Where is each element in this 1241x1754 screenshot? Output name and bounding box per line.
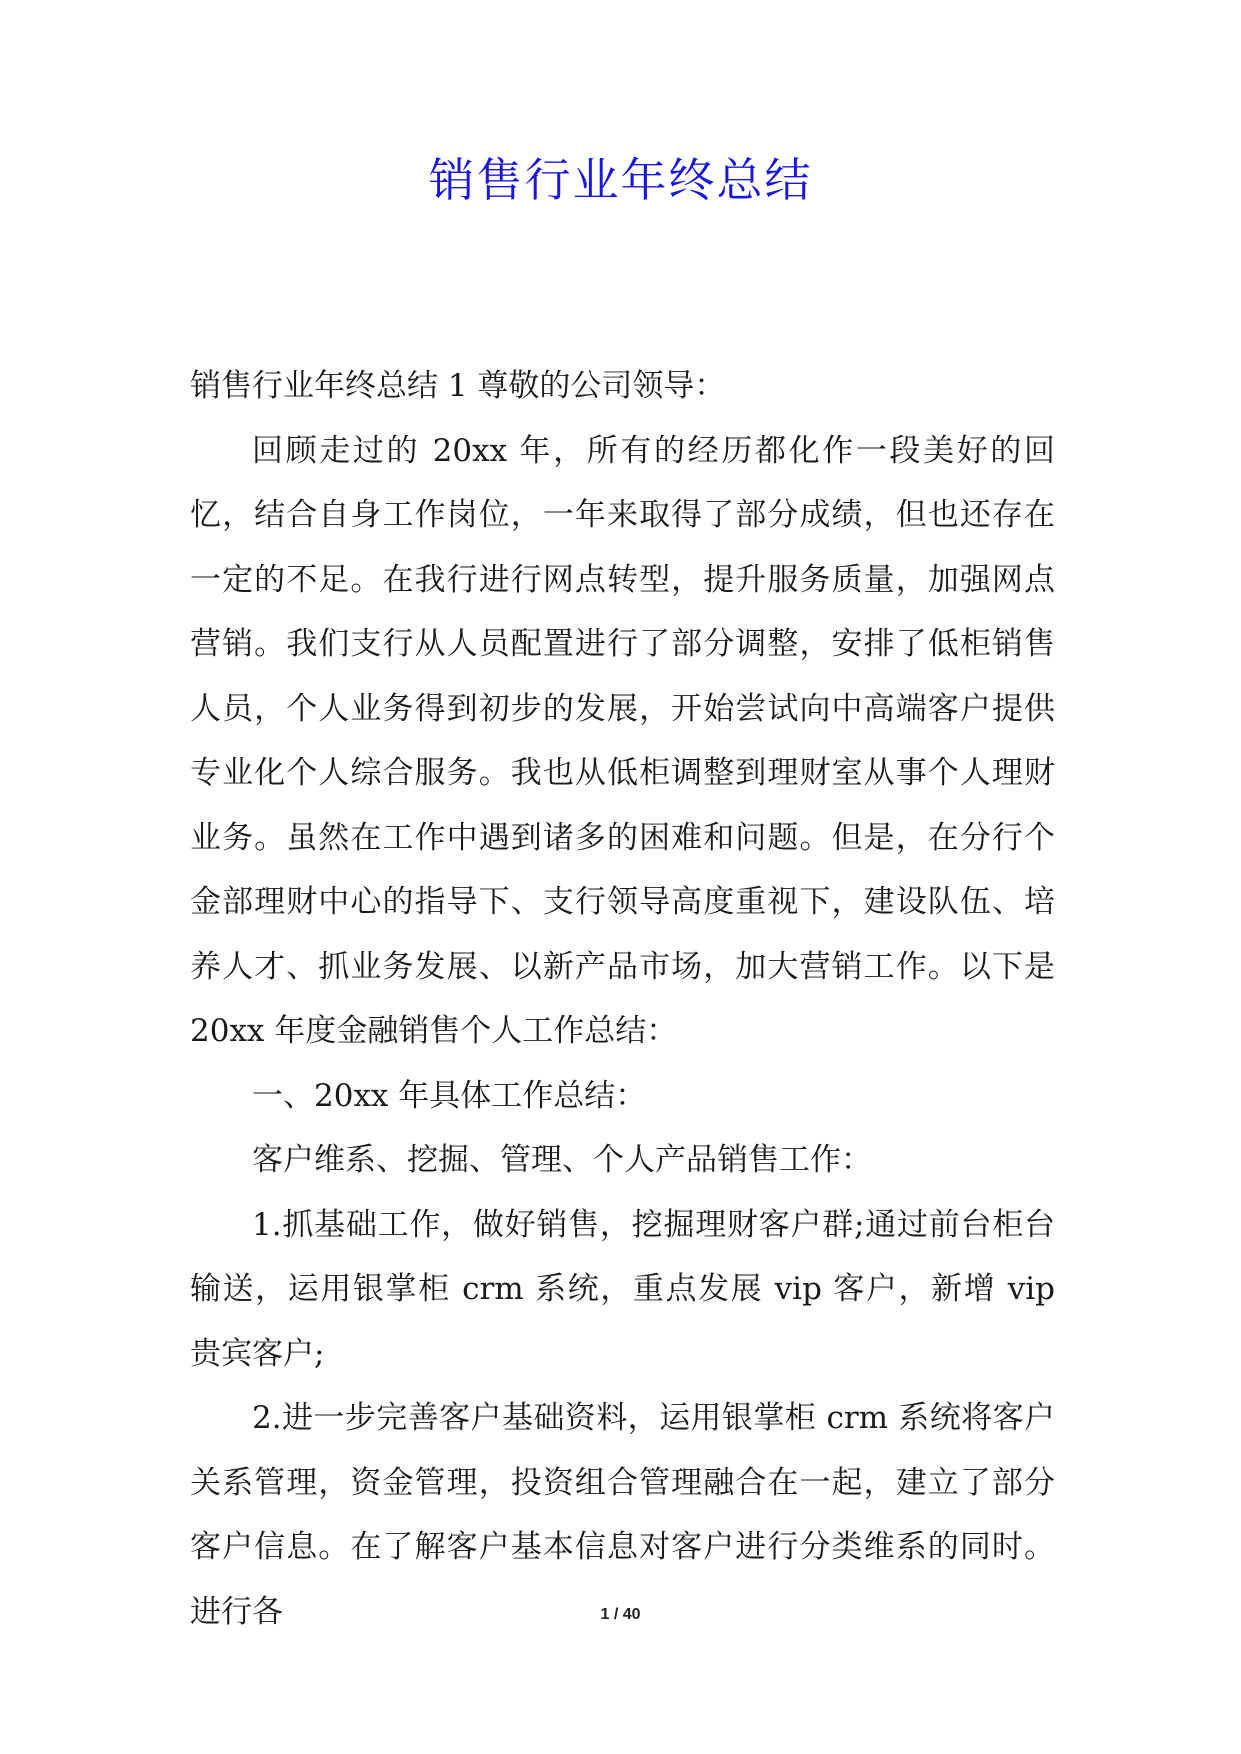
list-item: 2.进一步完善客户基础资料，运用银掌柜 crm 系统将客户关系管理，资金管理，投资组合管理融合在一起，建立了部分客户信息。在了解客户基本信息对客户进行分类维系的同时。进行各 <box>190 1400 1055 1630</box>
list-item: 1.抓基础工作，做好销售，挖掘理财客户群;通过前台柜台输送，运用银掌柜 crm 系统，重点发展 vip 客户，新增 vip 贵宾客户; <box>190 1206 1055 1372</box>
page-number: 1 / 40 <box>600 1606 641 1623</box>
salutation-paragraph: 销售行业年终总结 1 尊敬的公司领导： <box>190 368 726 404</box>
body-paragraph: 回顾走过的 20xx 年，所有的经历都化作一段美好的回忆，结合自身工作岗位，一年来取得了部分成绩，但也还存在一定的不足。在我行进行网点转型，提升服务质量，加强网点营销。我们支行从人员配置进行了部分调整，安排了低柜销售人员，个人业务得到初步的发展，开始尝试向中高端客户提供专业化个人综合服务。我也从低柜调整到理财室从事个人理财业务。虽然在工作中遇到诸多的困难和问题。但是，在分行个金部理财中心的指导下、支行领导高度重视下，建设队伍、培养人才、抓业务发展、以新产品市场，加大营销工作。以下是 20xx 年度金融销售个人工作总结： <box>190 432 1055 1049</box>
subsection-heading: 客户维系、挖掘、管理、个人产品销售工作： <box>252 1142 872 1178</box>
section-heading: 一、20xx 年具体工作总结： <box>252 1077 647 1114</box>
document-title: 销售行业年终总结 <box>428 153 813 207</box>
document-body <box>190 354 1055 1644</box>
